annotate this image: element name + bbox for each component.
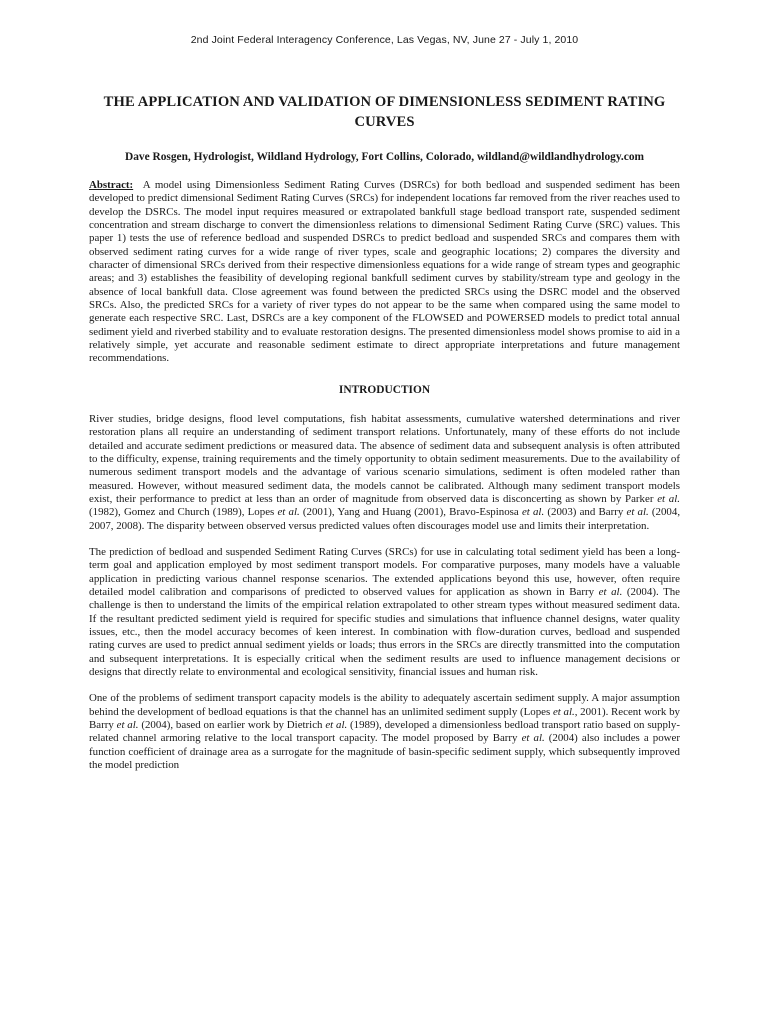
- text-run: , 2001). Recent work by Barry: [89, 705, 680, 732]
- running-header: 2nd Joint Federal Interagency Conference, Las Vegas, NV, June 27 - July 1, 2010: [190, 34, 579, 46]
- italic-run: et al.: [521, 506, 545, 519]
- italic-run: et al.: [521, 732, 545, 745]
- text-run: (2004, 2007, 2008). The disparity between observed versus predicted values often discourages model use and limits their interpretation.: [89, 506, 681, 532]
- introduction-heading: INTRODUCTION: [338, 383, 431, 396]
- text-run: (2003) and Barry: [544, 506, 627, 519]
- italic-run: et al.: [552, 705, 575, 718]
- text-run: (2004). The challenge is then to understand the limits of the empirical relation extrapolated to other stream types without measured sediment data. If the resultant predicted sediment yield is required for specific studies and simulations that influence channel designs, water quality issues, etc., then the model accuracy becomes of keen interest. In combination with flow-duration curves, bedload and suspended rating curves are used to predict annual sediment yields or loads; thus errors in the SRCs are directly transmitted into the computation and subsequent interpretations. It is especially critical when the sediment results are used to influence management decisions or designs that directly relate to environmental and ecological sensitivity, financial issues and human risk.: [89, 585, 680, 678]
- abstract-text: A model using Dimensionless Sediment Rating Curves (DSRCs) for both bedload and suspended sediment has been developed to predict dimensional Sediment Rating Curves (SRCs) for independent locations far removed from the river reaches used to develop the DSRCs. The model input requires measured or extrapolated bankfull stage bedload transport rate, suspended sediment concentration and stream discharge to convert the dimensionless relations to dimensional Sediment Rating Curve (SRC) values. This paper 1) tests the use of reference bedload and suspended DSRCs to predict bedload and suspended SRCs and compares them with observed sediment rating curves for a wide range of river types, scale and geographic locations; 2) compares the diversity and character of dimensional SRCs derived from their respective dimensionless equations for a wide range of stream types and geographic areas; and 3) establishes the feasibility of developing regional bankfull sediment curves by stability/stream type and geology in the absence of local bankfull data. Close agreement was found between the predicted SRCs using the DSRC model and the observed SRCs. Also, the predicted SRCs for a variety of river types do not appear to be the same when compared using the same model to generate each respective SRC. Last, DSRCs are a key component of the FLOWSED and POWERSED models to predict total annual sediment yield and riverbed stability and to evaluate restoration designs. The presented dimensionless model shows promise to aid in a relatively simple, yet accurate and reasonable sediment estimate to direct appropriate interpretations and future management recommendations.: [89, 179, 680, 365]
- paper-title: THE APPLICATION AND VALIDATION OF DIMENSIONLESS SEDIMENT RATING CURVES: [103, 94, 666, 130]
- intro-paragraph-3: [89, 692, 680, 772]
- text-run: The prediction of bedload and suspended Sediment Rating Curves (SRCs) for use in calculating total sediment yield has been a long-term goal and application employed by most sediment transport models. For comparative purposes, many models have a valuable application in predicting various channel response scenarios. The extended applications beyond this use, however, often require detailed model calibration and comparisons of predicted to observed values for application as shown in Barry: [89, 545, 680, 598]
- abstract-label: Abstract:: [89, 179, 134, 191]
- italic-run: et al.: [116, 719, 139, 732]
- italic-run: et al.: [277, 506, 300, 519]
- text-run: (2001), Yang and Huang (2001), Bravo-Espinosa: [299, 506, 522, 519]
- intro-paragraph-1: [89, 413, 680, 533]
- italic-run: et al.: [598, 585, 623, 598]
- text-run: One of the problems of sediment transport capacity models is the ability to adequately ascertain sediment supply. A major assumption behind the development of bedload equations is that the channel has an unlimited sediment supply (Lopes: [89, 692, 680, 718]
- text-run: (1989), developed a dimensionless bedload transport ratio based on supply-related channel armoring relative to the local transport capacity. The model proposed by Barry: [89, 719, 680, 745]
- text-run: (1982), Gomez and Church (1989), Lopes: [89, 506, 278, 519]
- italic-run: et al.: [657, 492, 680, 505]
- intro-paragraph-2: [89, 546, 680, 679]
- author-line: Dave Rosgen, Hydrologist, Wildland Hydrology, Fort Collins, Colorado, wildland@wildlandhydrology.com: [124, 151, 645, 163]
- text-run: (2004) also includes a power function coefficient of drainage area as a surrogate for the magnitude of basin-specific sediment supply, which subsequently improved the model prediction: [89, 732, 680, 772]
- abstract-paragraph: [89, 179, 680, 366]
- text-run: River studies, bridge designs, flood level computations, fish habitat assessments, cumulative watershed determinations and river restoration plans all require an understanding of sediment transport relations. Unfortunately, many of these efforts do not include detailed and accurate sediment predictions or measured data. The absence of sediment data and subsequent analysis is often attributed to the difficulty, expense, training requirements and the timely opportunity to obtain sediment measurements. Due to the availability of numerous sediment transport models and the advantage of various scenario simulations, sediment is often modeled rather than measured. However, without measured sediment data, the models cannot be calibrated. Although many sediment transport models exist, their performance to predict at less than an order of magnitude from observed data is disconcerting as shown by Parker: [89, 412, 680, 505]
- italic-run: et al.: [325, 719, 348, 732]
- italic-run: et al.: [626, 506, 649, 519]
- text-run: (2004), based on earlier work by Dietrich: [138, 719, 326, 732]
